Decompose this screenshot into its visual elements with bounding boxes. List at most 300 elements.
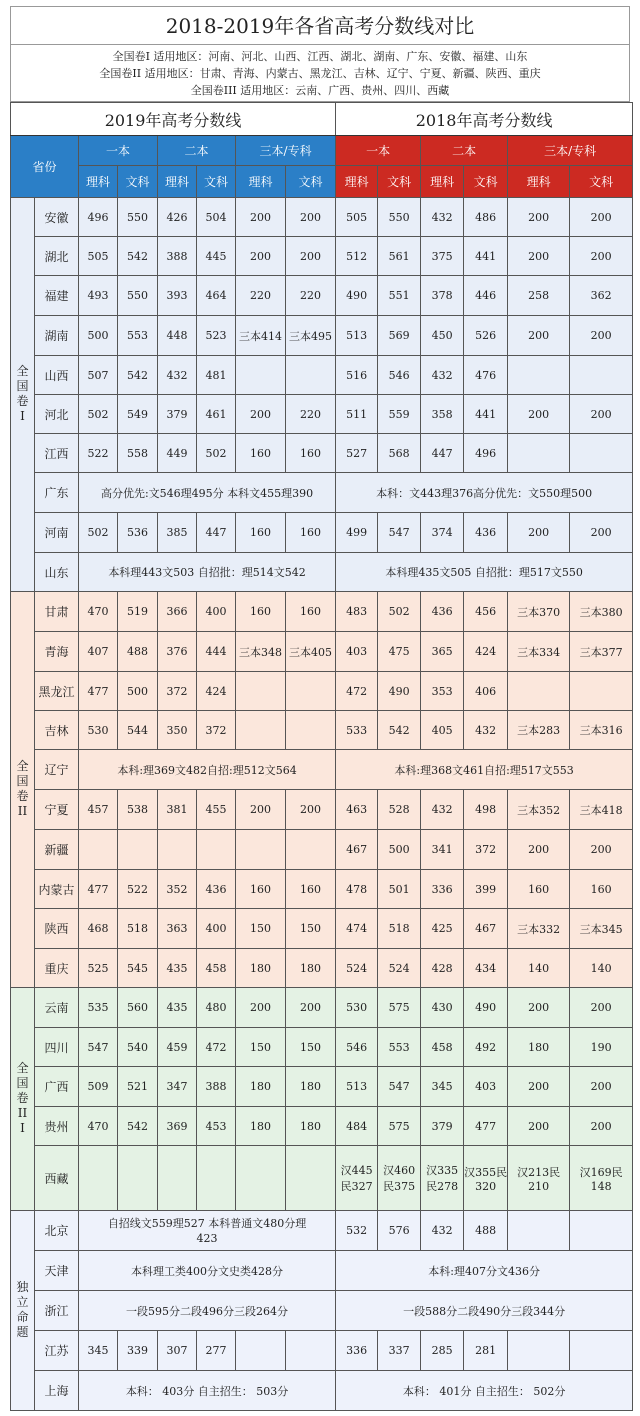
table-row: [11, 198, 633, 237]
table-row: [11, 316, 633, 356]
sci-header: 理科: [236, 166, 286, 198]
score-cell: 513: [336, 316, 378, 356]
score-cell: [236, 1331, 286, 1371]
table-row: [11, 1371, 633, 1411]
score-cell: 560: [118, 988, 158, 1028]
merged-note-2019: 自招线文559理527 本科普通文480分理423: [79, 1211, 336, 1251]
tier2-2019-header: 二本: [158, 136, 236, 166]
score-cell: 220: [286, 276, 336, 316]
score-cell: 477: [464, 1107, 508, 1146]
score-cell: 432: [464, 711, 508, 750]
score-cell: 180: [286, 1067, 336, 1107]
score-cell: 441: [464, 237, 508, 276]
province-cell: 河北: [35, 395, 79, 434]
score-cell: 200: [570, 513, 633, 553]
score-cell: 405: [421, 711, 464, 750]
score-cell: 200: [570, 395, 633, 434]
score-cell: 542: [118, 1107, 158, 1146]
province-cell: 广东: [35, 473, 79, 513]
score-cell: [118, 1146, 158, 1211]
exam-group-label: [11, 592, 35, 988]
subject-header-row: [11, 166, 633, 198]
score-cell: 521: [118, 1067, 158, 1107]
table-row: [11, 1067, 633, 1107]
score-cell: 180: [236, 1107, 286, 1146]
score-cell: 三本377: [570, 632, 633, 672]
score-cell: 488: [118, 632, 158, 672]
table-row: [11, 553, 633, 592]
score-cell: 432: [158, 356, 197, 395]
score-cell: 160: [286, 434, 336, 473]
score-cell: 499: [336, 513, 378, 553]
score-cell: 459: [158, 1028, 197, 1067]
score-cell: 341: [421, 830, 464, 870]
score-cell: [508, 434, 570, 473]
table-row: [11, 988, 633, 1028]
score-cell: 532: [336, 1211, 378, 1251]
score-cell: 三本405: [286, 632, 336, 672]
score-cell: 488: [464, 1211, 508, 1251]
score-cell: 549: [118, 395, 158, 434]
score-cell: 475: [378, 632, 421, 672]
merged-note-2019: 本科： 403分 自主招生： 503分: [79, 1371, 336, 1411]
tier2-2018-header: 二本: [421, 136, 508, 166]
score-cell: [158, 830, 197, 870]
score-cell: 200: [508, 237, 570, 276]
score-cell: 三本348: [236, 632, 286, 672]
province-cell: 江西: [35, 434, 79, 473]
merged-note-2018: 本科理435文505 自招批：理517文550: [336, 553, 633, 592]
score-cell: 498: [464, 790, 508, 830]
province-cell: 江苏: [35, 1331, 79, 1371]
table-row: [11, 592, 633, 632]
table-row: [11, 356, 633, 395]
score-cell: 568: [378, 434, 421, 473]
year-header-row: [11, 103, 633, 136]
table-row: [11, 711, 633, 750]
score-cell: 511: [336, 395, 378, 434]
score-cell: [197, 1146, 236, 1211]
province-cell: 重庆: [35, 949, 79, 988]
sci-header: 理科: [336, 166, 378, 198]
province-cell: 上海: [35, 1371, 79, 1411]
score-cell: 200: [286, 198, 336, 237]
score-cell: [286, 1331, 336, 1371]
score-cell: 汉213民210: [508, 1146, 570, 1211]
score-cell: 472: [197, 1028, 236, 1067]
score-cell: 453: [197, 1107, 236, 1146]
score-cell: 533: [336, 711, 378, 750]
score-cell: 345: [421, 1067, 464, 1107]
score-cell: 三本414: [236, 316, 286, 356]
region-note-3: 全国卷III 适用地区：云南、广西、贵州、四川、西藏: [190, 84, 450, 97]
score-cell: 200: [508, 830, 570, 870]
table-row: [11, 513, 633, 553]
tier1-2018-header: 一本: [336, 136, 421, 166]
sci-header: 理科: [508, 166, 570, 198]
score-cell: 448: [158, 316, 197, 356]
score-cell: 435: [158, 988, 197, 1028]
score-cell: 492: [464, 1028, 508, 1067]
score-cell: 200: [570, 237, 633, 276]
table-row: [11, 1331, 633, 1371]
score-cell: 542: [118, 356, 158, 395]
sci-header: 理科: [158, 166, 197, 198]
score-cell: 200: [570, 1107, 633, 1146]
merged-note-2019: 本科理工类400分文史类428分: [79, 1251, 336, 1291]
score-cell: 527: [336, 434, 378, 473]
score-cell: 200: [286, 988, 336, 1028]
score-cell: 407: [79, 632, 118, 672]
score-cell: 277: [197, 1331, 236, 1371]
merged-note-2018: 本科：文443理376高分优先：文550理500: [336, 473, 633, 513]
table-row: [11, 750, 633, 790]
score-cell: 490: [336, 276, 378, 316]
score-cell: 285: [421, 1331, 464, 1371]
score-cell: 180: [236, 949, 286, 988]
score-cell: 530: [336, 988, 378, 1028]
score-cell: [570, 356, 633, 395]
score-cell: 180: [286, 949, 336, 988]
score-cell: 345: [79, 1331, 118, 1371]
score-cell: 467: [336, 830, 378, 870]
score-cell: 500: [118, 672, 158, 711]
province-cell: 河南: [35, 513, 79, 553]
score-cell: 220: [286, 395, 336, 434]
table-row: [11, 276, 633, 316]
score-cell: 200: [236, 395, 286, 434]
province-cell: 甘肃: [35, 592, 79, 632]
score-cell: 393: [158, 276, 197, 316]
score-cell: 507: [79, 356, 118, 395]
score-cell: 200: [236, 198, 286, 237]
province-cell: 四川: [35, 1028, 79, 1067]
score-cell: 436: [197, 870, 236, 909]
score-cell: 372: [158, 672, 197, 711]
score-cell: 379: [421, 1107, 464, 1146]
score-cell: [570, 672, 633, 711]
table-row: [11, 632, 633, 672]
year-2018-header: 2018年高考分数线: [336, 103, 633, 136]
score-cell: 477: [79, 672, 118, 711]
score-cell: 435: [158, 949, 197, 988]
province-cell: 青海: [35, 632, 79, 672]
province-cell: 广西: [35, 1067, 79, 1107]
province-cell: 吉林: [35, 711, 79, 750]
score-cell: 372: [464, 830, 508, 870]
score-cell: 200: [508, 316, 570, 356]
score-cell: 三本370: [508, 592, 570, 632]
score-cell: 558: [118, 434, 158, 473]
tier3-2019-header: 三本/专科: [236, 136, 336, 166]
score-cell: 430: [421, 988, 464, 1028]
score-cell: 200: [570, 316, 633, 356]
province-cell: 云南: [35, 988, 79, 1028]
score-cell: 406: [464, 672, 508, 711]
score-cell: 536: [118, 513, 158, 553]
score-cell: 524: [336, 949, 378, 988]
score-cell: 547: [378, 513, 421, 553]
score-cell: 538: [118, 790, 158, 830]
merged-note-2018: 本科:理407分文436分: [336, 1251, 633, 1291]
score-cell: 509: [79, 1067, 118, 1107]
tier1-2019-header: 一本: [79, 136, 158, 166]
score-cell: 180: [508, 1028, 570, 1067]
table-row: [11, 1028, 633, 1067]
score-cell: 463: [336, 790, 378, 830]
score-cell: 362: [570, 276, 633, 316]
table-row: [11, 949, 633, 988]
score-cell: 三本334: [508, 632, 570, 672]
table-row: [11, 909, 633, 949]
merged-note-2018: 本科： 401分 自主招生： 502分: [336, 1371, 633, 1411]
score-cell: 496: [464, 434, 508, 473]
province-cell: 新疆: [35, 830, 79, 870]
table-row: [11, 830, 633, 870]
score-cell: 525: [79, 949, 118, 988]
score-cell: 458: [197, 949, 236, 988]
score-cell: 三本418: [570, 790, 633, 830]
score-cell: 337: [378, 1331, 421, 1371]
exam-group-text: 全国卷III: [16, 1061, 29, 1135]
score-cell: [286, 711, 336, 750]
score-cell: 307: [158, 1331, 197, 1371]
province-cell: 山东: [35, 553, 79, 592]
score-cell: 569: [378, 316, 421, 356]
score-cell: 365: [421, 632, 464, 672]
sci-header: 理科: [421, 166, 464, 198]
score-cell: [286, 830, 336, 870]
score-cell: 535: [79, 988, 118, 1028]
score-cell: 470: [79, 592, 118, 632]
score-cell: 516: [336, 356, 378, 395]
exam-group-label: [11, 988, 35, 1211]
score-cell: 三本352: [508, 790, 570, 830]
score-cell: 445: [197, 237, 236, 276]
province-cell: 贵州: [35, 1107, 79, 1146]
table-row: [11, 790, 633, 830]
score-cell: 424: [197, 672, 236, 711]
score-cell: 160: [286, 870, 336, 909]
score-cell: 426: [158, 198, 197, 237]
score-cell: 542: [118, 237, 158, 276]
score-cell: 432: [421, 790, 464, 830]
score-cell: 455: [197, 790, 236, 830]
score-cell: 456: [464, 592, 508, 632]
province-cell: 湖北: [35, 237, 79, 276]
score-cell: 150: [236, 1028, 286, 1067]
score-cell: [79, 830, 118, 870]
score-cell: 575: [378, 988, 421, 1028]
score-cell: 518: [378, 909, 421, 949]
score-cell: 363: [158, 909, 197, 949]
score-cell: 200: [236, 237, 286, 276]
score-cell: 522: [79, 434, 118, 473]
score-cell: 530: [79, 711, 118, 750]
score-cell: 366: [158, 592, 197, 632]
merged-note-2019: 本科理443文503 自招批：理514文542: [79, 553, 336, 592]
score-cell: 512: [336, 237, 378, 276]
score-cell: 353: [421, 672, 464, 711]
score-cell: 400: [197, 909, 236, 949]
score-cell: 447: [197, 513, 236, 553]
score-cell: 160: [286, 592, 336, 632]
score-cell: 547: [79, 1028, 118, 1067]
score-cell: [508, 1211, 570, 1251]
table-row: [11, 1146, 633, 1211]
score-cell: 432: [421, 198, 464, 237]
score-cell: 140: [570, 949, 633, 988]
table-row: [11, 672, 633, 711]
score-cell: [79, 1146, 118, 1211]
score-cell: 519: [118, 592, 158, 632]
score-cell: 553: [378, 1028, 421, 1067]
table-row: [11, 870, 633, 909]
exam-group-text: 全国卷II: [16, 759, 29, 818]
score-cell: [286, 356, 336, 395]
score-cell: 400: [197, 592, 236, 632]
score-cell: 528: [378, 790, 421, 830]
score-cell: [570, 1331, 633, 1371]
score-cell: 474: [336, 909, 378, 949]
score-cell: [236, 672, 286, 711]
score-cell: 369: [158, 1107, 197, 1146]
score-cell: 200: [508, 198, 570, 237]
score-cell: 449: [158, 434, 197, 473]
score-cell: 505: [336, 198, 378, 237]
province-cell: 陕西: [35, 909, 79, 949]
score-cell: 504: [197, 198, 236, 237]
score-cell: 436: [421, 592, 464, 632]
score-cell: 258: [508, 276, 570, 316]
score-cell: 550: [378, 198, 421, 237]
score-cell: 490: [464, 988, 508, 1028]
score-cell: 490: [378, 672, 421, 711]
score-cell: 200: [286, 237, 336, 276]
score-cell: 444: [197, 632, 236, 672]
score-cell: 425: [421, 909, 464, 949]
score-cell: [236, 830, 286, 870]
score-cell: 388: [197, 1067, 236, 1107]
score-cell: 550: [118, 276, 158, 316]
score-cell: 450: [421, 316, 464, 356]
score-cell: 汉335民278: [421, 1146, 464, 1211]
score-cell: [236, 356, 286, 395]
tier-header-row: [11, 136, 633, 166]
art-header: 文科: [378, 166, 421, 198]
score-cell: 502: [79, 395, 118, 434]
sci-header: 理科: [79, 166, 118, 198]
score-cell: 388: [158, 237, 197, 276]
score-cell: 378: [421, 276, 464, 316]
score-cell: [508, 356, 570, 395]
score-cell: 524: [378, 949, 421, 988]
page-title: 2018-2019年各省高考分数线对比: [10, 6, 630, 44]
score-cell: 559: [378, 395, 421, 434]
score-cell: 160: [236, 870, 286, 909]
score-cell: [118, 830, 158, 870]
score-cell: [286, 1146, 336, 1211]
score-cell: [236, 711, 286, 750]
score-cell: 160: [236, 592, 286, 632]
score-cell: 150: [236, 909, 286, 949]
score-cell: 180: [286, 1107, 336, 1146]
score-cell: 505: [79, 237, 118, 276]
art-header: 文科: [286, 166, 336, 198]
score-cell: 200: [508, 1107, 570, 1146]
score-cell: 576: [378, 1211, 421, 1251]
score-cell: 472: [336, 672, 378, 711]
table-row: [11, 1251, 633, 1291]
score-cell: 350: [158, 711, 197, 750]
score-cell: 200: [236, 988, 286, 1028]
score-cell: 375: [421, 237, 464, 276]
score-cell: [570, 1211, 633, 1251]
score-cell: 汉445民327: [336, 1146, 378, 1211]
table-row: [11, 1107, 633, 1146]
score-cell: 379: [158, 395, 197, 434]
art-header: 文科: [118, 166, 158, 198]
region-note-2: 全国卷II 适用地区：甘肃、青海、内蒙古、黑龙江、吉林、辽宁、宁夏、新疆、陕西、重庆: [99, 67, 541, 80]
score-cell: 502: [378, 592, 421, 632]
score-cell: 376: [158, 632, 197, 672]
score-cell: 575: [378, 1107, 421, 1146]
score-cell: 513: [336, 1067, 378, 1107]
score-cell: 160: [236, 513, 286, 553]
score-cell: 545: [118, 949, 158, 988]
score-cell: 484: [336, 1107, 378, 1146]
score-cell: [158, 1146, 197, 1211]
score-cell: 三本380: [570, 592, 633, 632]
province-cell: 北京: [35, 1211, 79, 1251]
province-cell: 辽宁: [35, 750, 79, 790]
score-cell: 551: [378, 276, 421, 316]
province-header: 省份: [11, 136, 79, 198]
art-header: 文科: [464, 166, 508, 198]
score-cell: 160: [508, 870, 570, 909]
score-cell: 150: [286, 1028, 336, 1067]
table-row: [11, 237, 633, 276]
score-cell: 476: [464, 356, 508, 395]
score-cell: 478: [336, 870, 378, 909]
score-cell: 424: [464, 632, 508, 672]
province-cell: 宁夏: [35, 790, 79, 830]
score-cell: 140: [508, 949, 570, 988]
score-cell: 458: [421, 1028, 464, 1067]
table-row: [11, 1211, 633, 1251]
score-cell: 470: [79, 1107, 118, 1146]
score-cell: 477: [79, 870, 118, 909]
region-notes: [10, 44, 630, 102]
score-cell: 190: [570, 1028, 633, 1067]
score-cell: 464: [197, 276, 236, 316]
score-cell: 三本316: [570, 711, 633, 750]
score-cell: 481: [197, 356, 236, 395]
score-cell: 336: [336, 1331, 378, 1371]
score-cell: 347: [158, 1067, 197, 1107]
score-cell: 483: [336, 592, 378, 632]
score-cell: 447: [421, 434, 464, 473]
score-cell: 432: [421, 1211, 464, 1251]
score-cell: 汉460民375: [378, 1146, 421, 1211]
exam-group-label: [11, 198, 35, 592]
score-cell: 200: [286, 790, 336, 830]
exam-group-text: 独立命题: [16, 1280, 29, 1339]
score-cell: 三本332: [508, 909, 570, 949]
score-cell: 三本495: [286, 316, 336, 356]
table-row: [11, 473, 633, 513]
score-cell: [570, 434, 633, 473]
